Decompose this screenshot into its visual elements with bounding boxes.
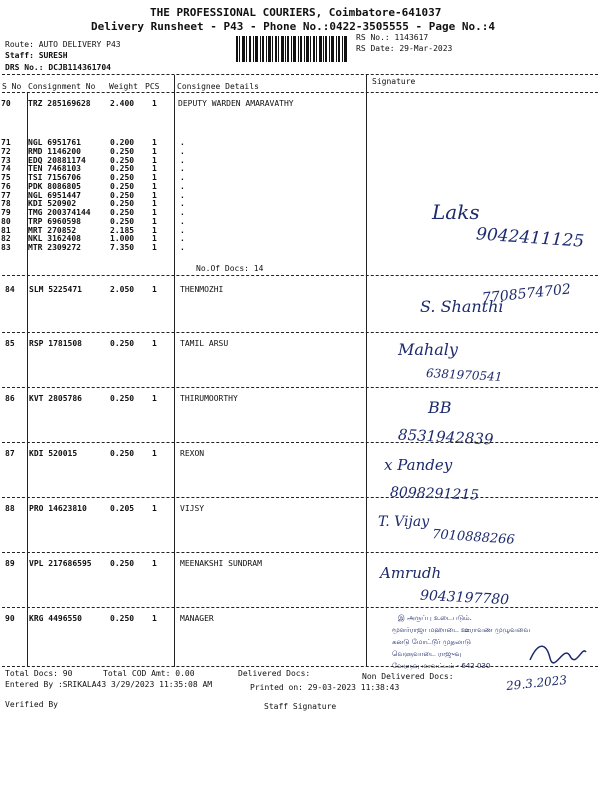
stamp-line: வேளுவு மாவட்டம் - 642 030 — [392, 662, 491, 670]
handwritten-phone: 8531942839 — [397, 425, 494, 449]
col-weight: Weight — [109, 82, 138, 91]
group-docs-count: No.Of Docs: 14 — [196, 264, 264, 273]
row-pcs: 1 — [152, 394, 157, 403]
stamp-line: வெளுவாடை ராஜுவு — [392, 650, 462, 658]
drs-label: DRS No.: DCJB114361704 — [5, 63, 111, 72]
row-weight: 0.200 — [110, 138, 135, 147]
handwritten-signature: S. Shanthi — [420, 297, 504, 316]
vline-signature — [366, 75, 367, 667]
row-sno: 83 — [1, 243, 11, 252]
row-consignment: NKL 3162408 — [28, 234, 81, 244]
row-pcs: 1 — [152, 216, 157, 226]
row-divider — [2, 275, 598, 276]
row-pcs: 1 — [152, 199, 157, 209]
row-consignee-marker: . — [180, 190, 185, 200]
row-consignment: KDI 520902 — [28, 199, 77, 209]
row-consignment: PDK 8086805 — [28, 181, 81, 191]
vline-consignee — [174, 75, 175, 667]
row-sno: 90 — [5, 614, 15, 623]
row-weight: 0.250 — [110, 190, 135, 200]
stamp-date: 29.3.2023 — [505, 672, 568, 694]
row-consignee-marker: . — [180, 146, 185, 156]
row-consignee: VIJSY — [180, 504, 205, 513]
row-weight: 2.050 — [110, 285, 135, 294]
row-weight: 1.000 — [110, 234, 135, 244]
header-divider — [2, 92, 598, 93]
row-consignee: MEENAKSHI SUNDRAM — [180, 559, 262, 568]
row-pcs: 1 — [152, 614, 157, 623]
row-pcs: 1 — [152, 190, 157, 200]
row-consignment: MTR 2309272 — [28, 243, 81, 252]
printed-on: Printed on: 29-03-2023 11:38:43 — [250, 683, 400, 692]
row-divider — [2, 387, 598, 388]
handwritten-signature: x Pandey — [384, 456, 453, 474]
row-consignee: DEPUTY WARDEN AMARAVATHY — [178, 99, 294, 108]
handwritten-phone: 9043197780 — [419, 587, 510, 609]
row-consignment: RMD 1146200 — [28, 146, 81, 156]
col-consignee: Consignee Details — [177, 82, 259, 91]
row-weight: 0.250 — [110, 559, 135, 568]
row-sno: 86 — [5, 394, 15, 403]
row-consignee: THIRUMOORTHY — [180, 394, 238, 403]
row-consignee-marker: . — [180, 234, 185, 244]
row-consignee: REXON — [180, 449, 205, 458]
row-consignee: TAMIL ARSU — [180, 339, 229, 348]
staff-label: Staff: SURESH — [5, 51, 68, 60]
row-consignee-marker: . — [180, 216, 185, 226]
row-consignment: NGL 6951761 — [28, 138, 81, 147]
row-weight: 0.250 — [110, 146, 135, 156]
row-consignment: KDI 520015 — [29, 449, 78, 458]
row-pcs: 1 — [152, 285, 157, 294]
row-consignment: TEN 7468103 — [28, 164, 81, 174]
stamp-line: கனடு மோட்டூர் முதலாடு — [392, 638, 471, 646]
handwritten-signature: BB — [428, 398, 452, 417]
handwritten-phone: 9042411125 — [475, 224, 585, 252]
row-consignment: MRT 270852 — [28, 225, 77, 235]
row-pcs: 1 — [152, 449, 157, 458]
row-sno: 75 — [1, 173, 11, 182]
row-weight: 0.250 — [110, 208, 135, 217]
rs-date: RS Date: 29-Mar-2023 — [356, 44, 453, 53]
row-sno: 85 — [5, 339, 15, 348]
row-consignee-marker: . — [180, 138, 185, 147]
route-label: Route: AUTO DELIVERY P43 — [5, 40, 121, 49]
row-weight: 7.350 — [110, 243, 135, 252]
row-consignee-marker: . — [180, 181, 185, 191]
row-sno: 88 — [5, 504, 15, 513]
row-consignment: KVT 2805786 — [29, 394, 82, 403]
row-weight: 0.250 — [110, 216, 135, 226]
total-cod-amount: Total COD Amt: 0.00 — [103, 669, 195, 678]
row-weight: 0.250 — [110, 199, 135, 209]
handwritten-phone: 7708574702 — [481, 281, 572, 307]
entered-by: Entered By :SRIKALA43 3/29/2023 11:35:08 AM — [5, 680, 213, 689]
row-consignment: TRZ 285169628 — [28, 99, 91, 108]
stamp-line: மூளர்ராஜா மஹாடை ஊராவண முழுவவை — [392, 626, 531, 634]
row-consignee-marker: . — [180, 173, 185, 182]
row-sno: 70 — [1, 99, 11, 108]
total-docs: Total Docs: 90 — [5, 669, 73, 678]
stamp-line: இ அருப்பு உடைபடும். — [398, 614, 472, 622]
row-pcs: 1 — [152, 504, 157, 513]
table-bottom-divider — [2, 666, 598, 667]
row-pcs: 1 — [152, 243, 157, 252]
row-sno: 71 — [1, 138, 11, 147]
row-pcs: 1 — [152, 155, 157, 165]
row-divider — [2, 332, 598, 333]
row-consignment: TRP 6960598 — [28, 216, 81, 226]
row-sno: 87 — [5, 449, 15, 458]
row-weight: 0.250 — [110, 614, 135, 623]
row-consignment: NGL 6951447 — [28, 190, 81, 200]
row-weight: 2.185 — [110, 225, 135, 235]
row-consignment: TMG 200374144 — [28, 208, 91, 217]
row-sno: 79 — [1, 208, 11, 217]
row-weight: 0.250 — [110, 155, 135, 165]
row-pcs: 1 — [152, 559, 157, 568]
handwritten-signature: T. Vijay — [378, 514, 430, 530]
handwritten-phone: 6381970541 — [425, 366, 503, 384]
handwritten-phone: 7010888266 — [431, 527, 516, 548]
row-sno: 72 — [1, 146, 11, 156]
row-consignment: VPL 217686595 — [29, 559, 92, 568]
row-consignment: EDQ 20881174 — [28, 155, 86, 165]
col-consignment: Consignment No — [28, 82, 96, 91]
row-pcs: 1 — [152, 208, 157, 217]
row-sno: 82 — [1, 234, 11, 244]
row-weight: 0.250 — [110, 449, 135, 458]
row-sno: 89 — [5, 559, 15, 568]
row-weight: 0.250 — [110, 173, 135, 182]
handwritten-phone: 8098291215 — [389, 484, 480, 504]
handwritten-signature: Amrudh — [380, 564, 442, 582]
barcode-graphic — [236, 36, 349, 62]
row-consignee-marker: . — [180, 243, 185, 252]
handwritten-signature: Mahaly — [398, 340, 458, 359]
company-title: THE PROFESSIONAL COURIERS, Coimbatore-641037 — [150, 6, 442, 19]
row-pcs: 1 — [152, 138, 157, 147]
row-consignment: KRG 4496550 — [29, 614, 82, 623]
row-weight: 0.205 — [110, 504, 135, 513]
row-consignee-marker: . — [180, 225, 185, 235]
row-sno: 80 — [1, 216, 11, 226]
row-sno: 78 — [1, 199, 11, 209]
row-pcs: 1 — [152, 99, 157, 108]
row-divider — [2, 552, 598, 553]
non-delivered-docs: Non Delivered Docs: — [362, 672, 454, 681]
row-weight: 0.250 — [110, 339, 135, 348]
row-sno: 77 — [1, 190, 11, 200]
row-pcs: 1 — [152, 181, 157, 191]
table-top-divider — [2, 74, 598, 75]
row-consignment: TSI 7156706 — [28, 173, 81, 182]
row-divider — [2, 607, 598, 608]
stamp-signature-scribble — [528, 640, 588, 666]
delivered-docs: Delivered Docs: — [238, 669, 311, 678]
row-consignment: PRO 14623810 — [29, 504, 87, 513]
row-consignee-marker: . — [180, 199, 185, 209]
col-pcs: PCS — [145, 82, 160, 91]
row-weight: 0.250 — [110, 394, 135, 403]
row-sno: 73 — [1, 155, 11, 165]
row-pcs: 1 — [152, 339, 157, 348]
row-sno: 84 — [5, 285, 15, 294]
row-weight: 0.250 — [110, 181, 135, 191]
row-consignee-marker: . — [180, 155, 185, 165]
staff-signature: Staff Signature — [264, 702, 337, 711]
row-pcs: 1 — [152, 146, 157, 156]
row-consignee: THENMOZHI — [180, 285, 224, 294]
row-consignee: MANAGER — [180, 614, 214, 623]
row-consignee-marker: . — [180, 208, 185, 217]
runsheet-subtitle: Delivery Runsheet - P43 - Phone No.:0422-3505555 - Page No.:4 — [91, 20, 495, 33]
row-sno: 74 — [1, 164, 11, 174]
row-pcs: 1 — [152, 225, 157, 235]
handwritten-signature: Laks — [432, 200, 480, 224]
row-pcs: 1 — [152, 164, 157, 174]
row-divider — [2, 442, 598, 443]
row-weight: 2.400 — [110, 99, 135, 108]
row-consignment: SLM 5225471 — [29, 285, 82, 294]
col-signature: Signature — [372, 77, 416, 86]
row-pcs: 1 — [152, 173, 157, 182]
row-sno: 76 — [1, 181, 11, 191]
verified-by: Verified By — [5, 700, 58, 709]
row-weight: 0.250 — [110, 164, 135, 174]
row-pcs: 1 — [152, 234, 157, 244]
row-consignment: RSP 1781508 — [29, 339, 82, 348]
col-sno: S No — [2, 82, 22, 91]
row-consignee-marker: . — [180, 164, 185, 174]
rs-number: RS No.: 1143617 — [356, 33, 429, 42]
row-divider — [2, 497, 598, 498]
row-sno: 81 — [1, 225, 11, 235]
